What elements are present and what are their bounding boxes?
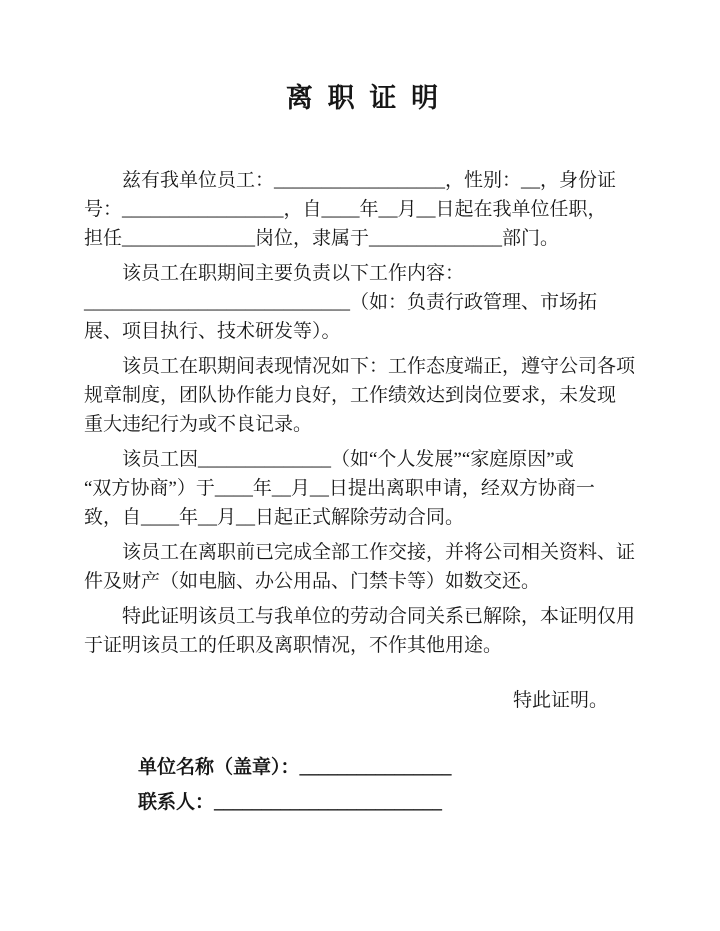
paragraph-line: 重大违纪行为或不良记录。	[84, 414, 313, 435]
paragraph-line: 号：_________________，自____年__月__日起在我单位任职，	[84, 199, 607, 220]
paragraph-line: 该员工在职期间主要负责以下工作内容：	[122, 263, 465, 284]
signature-block	[84, 753, 644, 817]
paragraph-line: 于证明该员工的任职及离职情况，不作其他用途。	[84, 635, 503, 656]
paragraph-resignation-reason	[84, 445, 644, 532]
paragraph-certify-statement	[84, 602, 644, 660]
paragraph-employee-info	[84, 166, 644, 253]
paragraph-line: 兹有我单位员工：__________________，性别：__，身份证	[122, 170, 617, 191]
paragraph-line: 该员工在离职前已完成全部工作交接，并将公司相关资料、证	[122, 542, 636, 563]
paragraph-line: ____________________________（如：负责行政管理、市场拓	[84, 292, 598, 313]
paragraph-line: 展、项目执行、技术研发等）。	[84, 321, 341, 342]
paragraph-line: 件及财产（如电脑、办公用品、门禁卡等）如数交还。	[84, 571, 541, 592]
paragraph-line: 致，自____年__月__日起正式解除劳动合同。	[84, 507, 465, 528]
document-title: 离 职 证 明	[285, 83, 443, 113]
paragraph-line: 特此证明该员工与我单位的劳动合同关系已解除，本证明仅用	[122, 606, 636, 627]
paragraph-line: 该员工因______________（如“个人发展”“家庭原因”或	[122, 449, 574, 470]
paragraph-handover	[84, 538, 644, 596]
paragraph-line: 担任______________岗位，隶属于______________部门。	[84, 228, 560, 249]
paragraph-performance	[84, 352, 644, 439]
document-content	[84, 80, 644, 817]
signature-contact-line: 联系人：________________________	[138, 792, 443, 813]
paragraph-line: 该员工在职期间表现情况如下：工作态度端正，遵守公司各项	[122, 356, 636, 377]
signature-unit-line: 单位名称（盖章）：________________	[138, 757, 452, 778]
paragraph-line: 规章制度，团队协作能力良好，工作绩效达到岗位要求，未发现	[84, 385, 617, 406]
closing-statement: 特此证明。	[512, 690, 608, 711]
paragraph-line: “双方协商”）于____年__月__日提出离职申请，经双方协商一	[84, 478, 595, 499]
paragraph-work-content	[84, 259, 644, 346]
